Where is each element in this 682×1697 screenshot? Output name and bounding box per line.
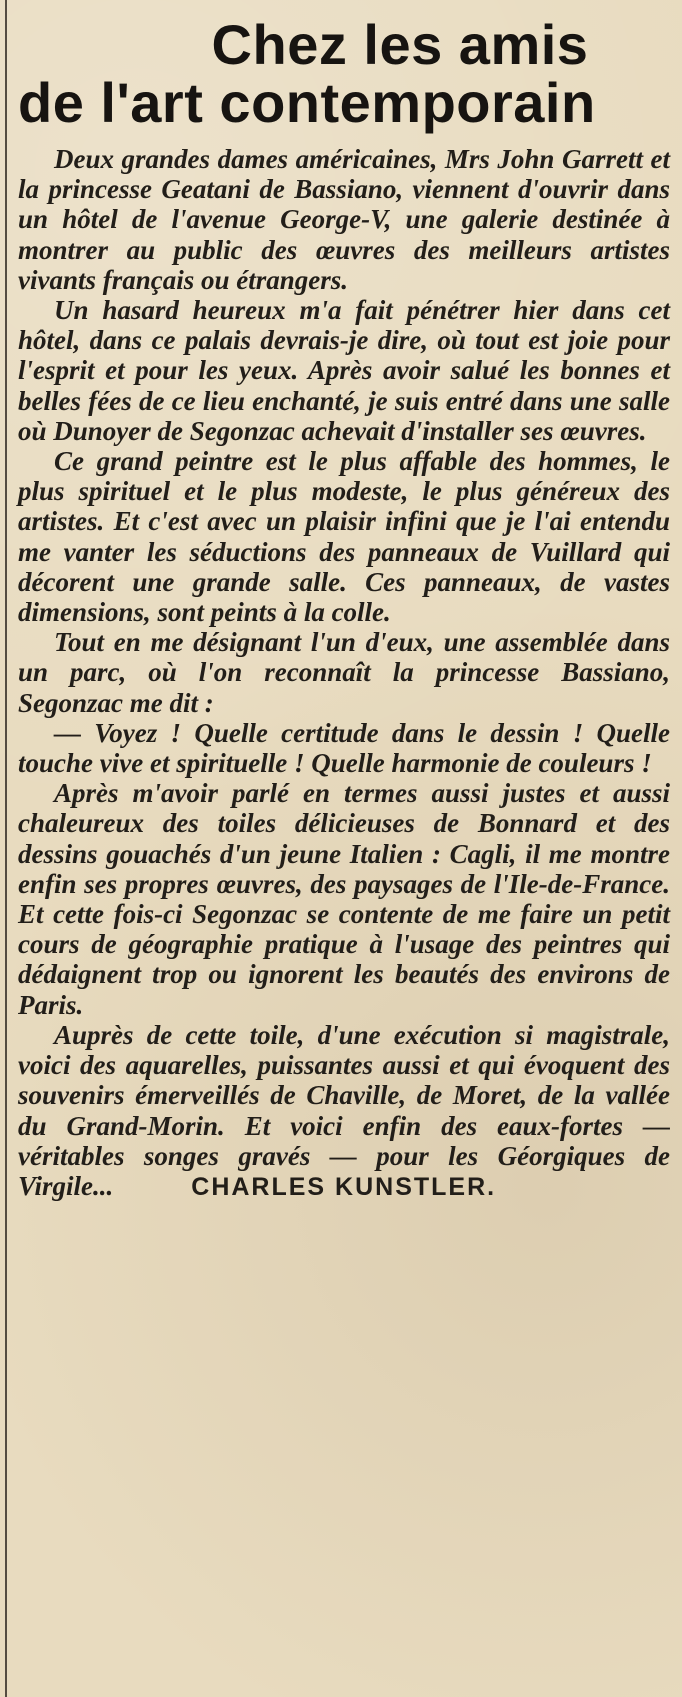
paragraph: Ce grand peintre est le plus affable des hommes, le plus spirituel et le plus modeste, le plus généreux des artistes. Et c'est avec un plaisir infini que je l'ai entendu me vanter les séductions des panneaux de Vuillard qui décorent une grande salle. Ces panneaux, de vastes dimensions, sont peints à la colle. <box>18 446 670 628</box>
paragraph: — Voyez ! Quelle certitude dans le dessin ! Quelle touche vive et spirituelle ! Quelle harmonie de couleurs ! <box>18 717 670 779</box>
final-paragraph <box>18 1020 670 1202</box>
paragraph: Un hasard heureux m'a fait pénétrer hier dans cet hôtel, dans ce palais devrais-je dire, où tout est joie pour l'esprit et pour les yeux. Après avoir salué les bonnes et belles fées de ce lieu enchanté, je suis entré dans une salle où Dunoyer de Segonzac achevait d'installer ses œuvres. <box>18 295 670 446</box>
paragraph: Après m'avoir parlé en termes aussi justes et aussi chaleureux des toiles délicieuses de Bonnard et des dessins gouachés d'un jeune Italien : Cagli, il me montre enfin ses propres œuvres, des paysages de l'Ile-de-France. Et cette fois-ci Segonzac se contente de me faire un petit cours de géographie pratique à l'usage des peintres qui dédaignent trop ou ignorent les beautés des environs de Paris. <box>18 778 670 1020</box>
paragraph: Deux grandes dames américaines, Mrs John Garrett et la princesse Geatani de Bassiano, viennent d'ouvrir dans un hôtel de l'avenue George-V, une galerie destinée à montrer au public des œuvres des meilleurs artistes vivants français ou étrangers. <box>18 144 670 295</box>
article-body <box>18 144 670 1202</box>
author-signature: CHARLES KUNSTLER. <box>191 1172 497 1201</box>
headline-line-1: Chez les amis <box>211 13 589 76</box>
paragraph-text: Auprès de cette toile, d'une exécution si magistrale, voici des aquarelles, puissantes aussi et qui évoquent des souvenirs émerveillés de Chaville, de Moret, de la vallée du Grand-Morin. Et voici enfin des eaux-fortes — véritables songes gravés — pour les Géorgiques de Virgile... <box>18 1019 670 1201</box>
headline <box>18 14 670 134</box>
headline-line-2: de l'art contemporain <box>18 71 596 134</box>
article <box>18 14 670 1202</box>
paragraph: Tout en me désignant l'un d'eux, une assemblée dans un parc, où l'on reconnaît la princesse Bassiano, Segonzac me dit : <box>18 627 670 718</box>
column-rule <box>5 0 7 1697</box>
